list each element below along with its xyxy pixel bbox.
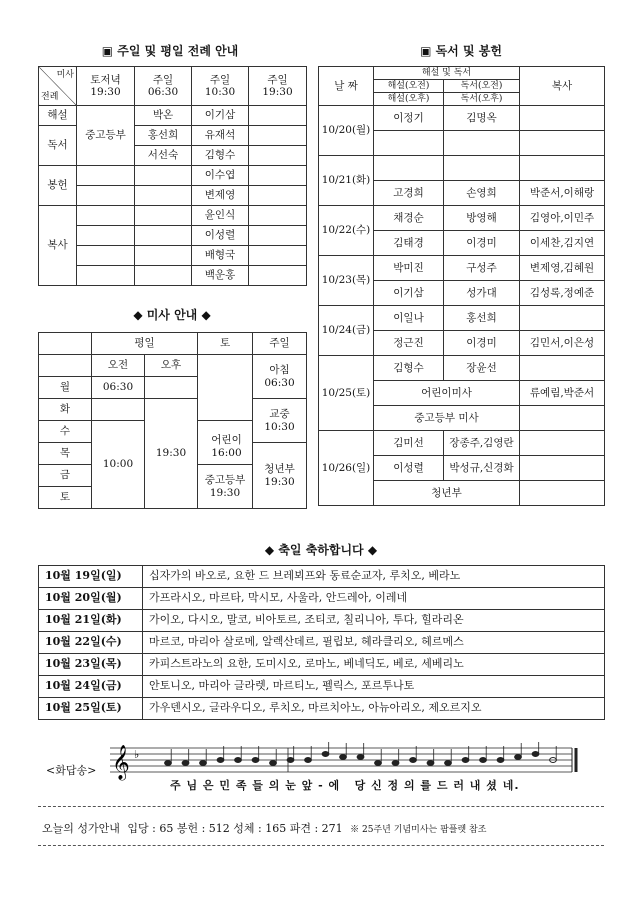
cell <box>444 156 520 181</box>
cell: 손영희 <box>444 181 520 206</box>
feast-names: 십자가의 바오로, 요한 드 브레뵈프와 동료순교자, 루치오, 베라노 <box>143 566 605 588</box>
guide-section-title: ◆ 미사 안내 ◆ <box>133 308 211 322</box>
cell: 유재석 <box>192 126 249 146</box>
cell: 변제영 <box>192 186 249 206</box>
date-cell: 10/23(목) <box>319 256 374 306</box>
cell: 어린이미사 <box>374 381 520 406</box>
cell: 박성규,신경화 <box>444 456 520 481</box>
cell <box>77 206 135 226</box>
header-date: 날 짜 <box>319 67 374 106</box>
cell <box>374 131 444 156</box>
col-header: 토저녁 19:30 <box>77 67 135 106</box>
sun-morning-cell: 아침 06:30 <box>253 355 307 399</box>
cell <box>520 481 605 506</box>
cell <box>135 266 192 286</box>
cell <box>520 106 605 131</box>
feast-date: 10월 25일(토) <box>39 698 143 720</box>
cell: 김민서,이은성 <box>520 331 605 356</box>
mass-section-title: ▣ 주일 및 평일 전례 안내 <box>101 44 239 58</box>
cell: 정근진 <box>374 331 444 356</box>
feast-names: 가이오, 다시오, 말코, 비아토르, 조티코, 칠리니아, 투다, 힐라리온 <box>143 610 605 632</box>
note-head <box>287 758 294 763</box>
cell: 서선숙 <box>135 146 192 166</box>
cell: 김명옥 <box>444 106 520 131</box>
cell <box>249 106 307 126</box>
header-sunday: 주일 <box>253 333 307 355</box>
note-head <box>252 758 259 763</box>
header-pm-reading: 독서(오후) <box>444 93 520 106</box>
date-cell: 10/22(수) <box>319 206 374 256</box>
reading-section-title: ▣ 독서 및 봉헌 <box>420 44 502 58</box>
cell <box>249 206 307 226</box>
cell <box>520 431 605 456</box>
cell: 김미선 <box>374 431 444 456</box>
cell: 이정기 <box>374 106 444 131</box>
cell <box>520 306 605 331</box>
day-label: 목 <box>39 443 92 465</box>
cell <box>198 355 253 421</box>
header-am: 오전 <box>92 355 145 377</box>
cell: 고경희 <box>374 181 444 206</box>
reading-offering-table <box>318 66 605 506</box>
feast-row <box>39 588 605 610</box>
note-head <box>305 758 312 763</box>
cell <box>249 246 307 266</box>
cell <box>520 156 605 181</box>
feast-row <box>39 676 605 698</box>
note-head <box>322 752 329 757</box>
cell: 중고등부 <box>77 106 135 166</box>
date-cell: 10/26(일) <box>319 431 374 506</box>
note-head <box>532 752 539 757</box>
col-header: 주일 06:30 <box>135 67 192 106</box>
col-header: 주일 10:30 <box>192 67 249 106</box>
cell: 구성주 <box>444 256 520 281</box>
note-head <box>427 761 434 766</box>
sat-youth-cell: 중고등부 19:30 <box>198 465 253 509</box>
feast-row <box>39 654 605 676</box>
cell: 김태경 <box>374 231 444 256</box>
row-label-offering: 봉헌 <box>39 166 77 206</box>
cell <box>135 186 192 206</box>
feast-date: 10월 24일(금) <box>39 676 143 698</box>
date-cell: 10/20(월) <box>319 106 374 156</box>
day-label: 월 <box>39 377 92 399</box>
pm-1930-cell: 19:30 <box>145 399 198 509</box>
date-cell: 10/25(토) <box>319 356 374 431</box>
divider-bottom <box>38 845 604 846</box>
cell: 이성렬 <box>374 456 444 481</box>
cell: 이일나 <box>374 306 444 331</box>
feast-names: 가프라시오, 마르타, 막시모, 사울라, 안드레아, 이레네 <box>143 588 605 610</box>
cell: 장윤선 <box>444 356 520 381</box>
cell <box>145 377 198 399</box>
cell: 방영해 <box>444 206 520 231</box>
mass-guide-table <box>38 332 307 509</box>
cell <box>92 399 145 421</box>
hymn-items: 입당 : 65 봉헌 : 512 성체 : 165 파견 : 271 <box>127 822 343 835</box>
cell <box>135 246 192 266</box>
feast-row <box>39 566 605 588</box>
cell <box>77 266 135 286</box>
row-label-commentary: 해설 <box>39 106 77 126</box>
svg-text:𝄞: 𝄞 <box>112 745 130 780</box>
cell: 채경순 <box>374 206 444 231</box>
note-head <box>392 761 399 766</box>
header-server: 복사 <box>520 67 605 106</box>
row-label-reading: 독서 <box>39 126 77 166</box>
cell: 홍선희 <box>135 126 192 146</box>
cell: 이기삼 <box>192 106 249 126</box>
note-head <box>357 755 364 760</box>
feast-names: 안토니오, 마리아 글라렛, 마르티노, 펠릭스, 포르투나토 <box>143 676 605 698</box>
cell: 변제영,김혜원 <box>520 256 605 281</box>
cell <box>374 156 444 181</box>
day-label: 수 <box>39 421 92 443</box>
cell <box>520 456 605 481</box>
cell: 배형국 <box>192 246 249 266</box>
cell <box>444 131 520 156</box>
feast-date: 10월 22일(수) <box>39 632 143 654</box>
cell: 이기삼 <box>374 281 444 306</box>
cell: 김성록,정예준 <box>520 281 605 306</box>
svg-text:♭: ♭ <box>134 748 140 761</box>
mass-schedule-table <box>38 66 307 286</box>
note-head <box>217 758 224 763</box>
cell: 김형수 <box>374 356 444 381</box>
cell: 김형수 <box>192 146 249 166</box>
corner-cell <box>39 67 77 106</box>
cell <box>249 146 307 166</box>
header-weekday: 평일 <box>92 333 198 355</box>
feast-table <box>38 565 605 720</box>
note-head <box>515 755 522 760</box>
cell: 박준서,이해랑 <box>520 181 605 206</box>
feast-date: 10월 19일(일) <box>39 566 143 588</box>
note-head <box>200 761 207 766</box>
feast-names: 가우덴시오, 글라우디오, 루치오, 마르치아노, 아뉴아리오, 제오르지오 <box>143 698 605 720</box>
cell: 성가대 <box>444 281 520 306</box>
cell: 이세찬,김지연 <box>520 231 605 256</box>
psalm-lyrics: 주 님 은 민 족 들 의 눈 앞 - 에 당 신 정 의 를 드 러 내 셨 네. <box>170 779 520 792</box>
cell <box>520 406 605 431</box>
cell: 홍선희 <box>444 306 520 331</box>
psalm-label: <화답송> <box>46 764 97 777</box>
header-pm-commentary: 해설(오후) <box>374 93 444 106</box>
sun-young-cell: 청년부 19:30 <box>253 443 307 509</box>
cell <box>77 246 135 266</box>
feast-date: 10월 23일(목) <box>39 654 143 676</box>
row-label-intercession: 복사 <box>39 206 77 286</box>
hymn-label: 오늘의 성가안내 <box>42 822 120 835</box>
cell <box>520 131 605 156</box>
day-label: 화 <box>39 399 92 421</box>
note-head <box>270 761 277 766</box>
header-commentary-reading: 해설 및 독서 <box>374 67 520 80</box>
cell: 중고등부 미사 <box>374 406 520 431</box>
cell <box>249 126 307 146</box>
cell: 이경미 <box>444 331 520 356</box>
note-head <box>340 755 347 760</box>
cell: 장종주,김영란 <box>444 431 520 456</box>
hymn-guide <box>42 820 602 836</box>
cell <box>77 226 135 246</box>
cell <box>520 356 605 381</box>
feast-section-title: ◆ 축일 축하합니다 ◆ <box>264 543 378 557</box>
note-head <box>182 761 189 766</box>
header-saturday: 토 <box>198 333 253 355</box>
sat-children-label: 어린이 16:00 <box>211 434 242 459</box>
header-pm: 오후 <box>145 355 198 377</box>
mon-am-cell: 06:30 <box>92 377 145 399</box>
cell <box>249 166 307 186</box>
date-cell: 10/21(화) <box>319 156 374 206</box>
note-head <box>165 761 172 766</box>
cell <box>249 266 307 286</box>
divider-top <box>38 806 604 807</box>
cell: 백운홍 <box>192 266 249 286</box>
note-head <box>497 758 504 763</box>
date-cell: 10/24(금) <box>319 306 374 356</box>
feast-date: 10월 21일(화) <box>39 610 143 632</box>
header-am-commentary: 해설(오전) <box>374 80 444 93</box>
col-header: 주일 19:30 <box>249 67 307 106</box>
note-head <box>235 758 242 763</box>
cell: 류예림,박준서 <box>520 381 605 406</box>
cell <box>39 355 92 377</box>
cell: 김영아,이민주 <box>520 206 605 231</box>
cell <box>135 166 192 186</box>
cell: 청년부 <box>374 481 520 506</box>
cell: 이경미 <box>444 231 520 256</box>
cell: 이성렬 <box>192 226 249 246</box>
corner-top-label: 미사 <box>56 70 74 80</box>
cell <box>249 226 307 246</box>
cell: 이수엽 <box>192 166 249 186</box>
day-label: 금 <box>39 465 92 487</box>
cell <box>249 186 307 206</box>
am-1000-cell: 10:00 <box>92 421 145 509</box>
cell <box>135 226 192 246</box>
feast-row <box>39 632 605 654</box>
cell: 박온 <box>135 106 192 126</box>
cell <box>39 333 92 355</box>
hymn-note: ※ 25주년 기념미사는 팜플렛 참조 <box>350 825 487 835</box>
feast-names: 마르코, 마리아 살로메, 알렉산데르, 필립보, 헤라클리오, 헤르메스 <box>143 632 605 654</box>
header-am-reading: 독서(오전) <box>444 80 520 93</box>
note-head <box>410 758 417 763</box>
cell: 박미진 <box>374 256 444 281</box>
note-head <box>462 758 469 763</box>
cell <box>77 166 135 186</box>
corner-bottom-label: 전례 <box>41 91 59 102</box>
feast-row <box>39 610 605 632</box>
feast-date: 10월 20일(월) <box>39 588 143 610</box>
sun-general-cell: 교중 10:30 <box>253 399 307 443</box>
cell <box>135 206 192 226</box>
note-head <box>480 758 487 763</box>
feast-names: 카피스트라노의 요한, 도미시오, 로마노, 베네딕도, 베로, 세베리노 <box>143 654 605 676</box>
cell: 윤인식 <box>192 206 249 226</box>
note-head <box>445 761 452 766</box>
note-head <box>375 761 382 766</box>
day-label: 토 <box>39 487 92 509</box>
feast-row <box>39 698 605 720</box>
cell <box>77 186 135 206</box>
